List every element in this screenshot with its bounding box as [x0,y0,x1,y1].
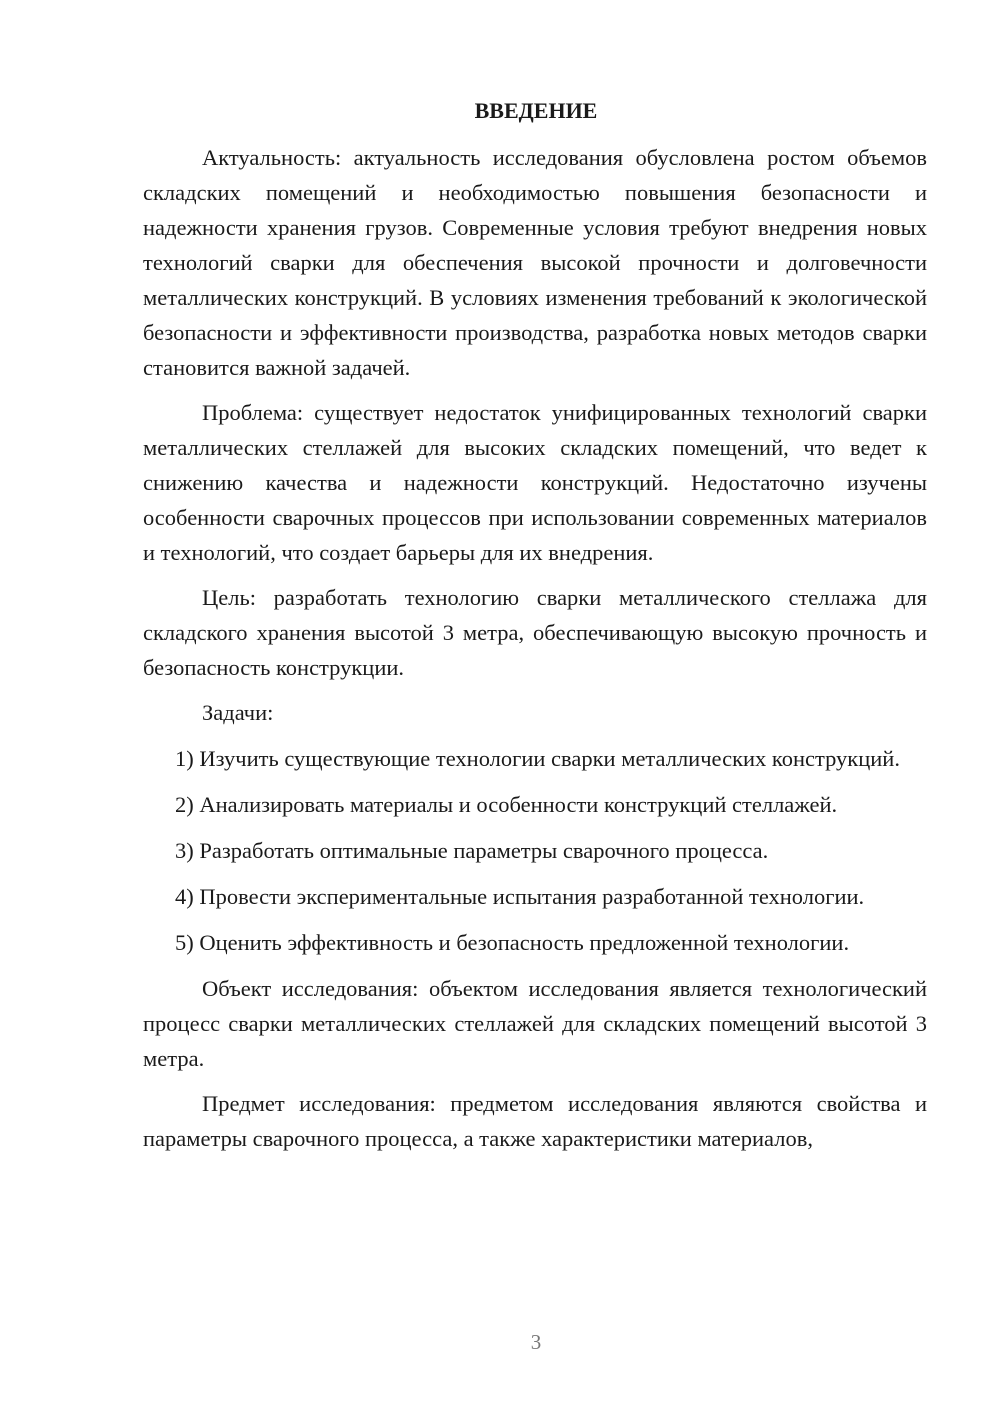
tasks-heading: Задачи: [202,700,274,725]
task-item-5: 5) Оценить эффективность и безопасность предложенной технологии. [175,930,850,955]
paragraph-subject: Предмет исследования: предметом исследования являются свойства и параметры сварочного процесса, а также характеристики материалов, [143,1091,927,1151]
task-item-1: 1) Изучить существующие технологии сварки металлических конструкций. [175,746,900,771]
task-item-4: 4) Провести экспериментальные испытания разработанной технологии. [175,884,865,909]
paragraph-relevance: Актуальность: актуальность исследования обусловлена ростом объемов складских помещений и необходимостью повышения безопасности и надежности хранения грузов. Современные условия требуют внедрения новых технологий сварки для обеспечения высокой прочности и долговечности металлических конструкций. В условиях изменения требований к экологической безопасности и эффективности производства, разработка новых методов сварки становится важной задачей. [143,145,927,380]
page-content [143,93,927,1166]
task-item-3: 3) Разработать оптимальные параметры сварочного процесса. [175,838,769,863]
page-number: 3 [530,1330,542,1354]
paragraph-goal: Цель: разработать технологию сварки металлического стеллажа для складского хранения высотой 3 метра, обеспечивающую высокую прочность и безопасность конструкции. [143,585,927,680]
paragraph-problem: Проблема: существует недостаток унифицированных технологий сварки металлических стеллажей для высоких складских помещений, что ведет к снижению качества и надежности конструкций. Недостаточно изучены особенности сварочных процессов при использовании современных материалов и технологий, что создает барьеры для их внедрения. [143,400,927,565]
paragraph-object: Объект исследования: объектом исследования является технологический процесс сварки металлических стеллажей для складских помещений высотой 3 метра. [143,976,927,1071]
page-title: ВВЕДЕНИЕ [474,98,598,123]
task-item-2: 2) Анализировать материалы и особенности конструкций стеллажей. [175,792,838,817]
